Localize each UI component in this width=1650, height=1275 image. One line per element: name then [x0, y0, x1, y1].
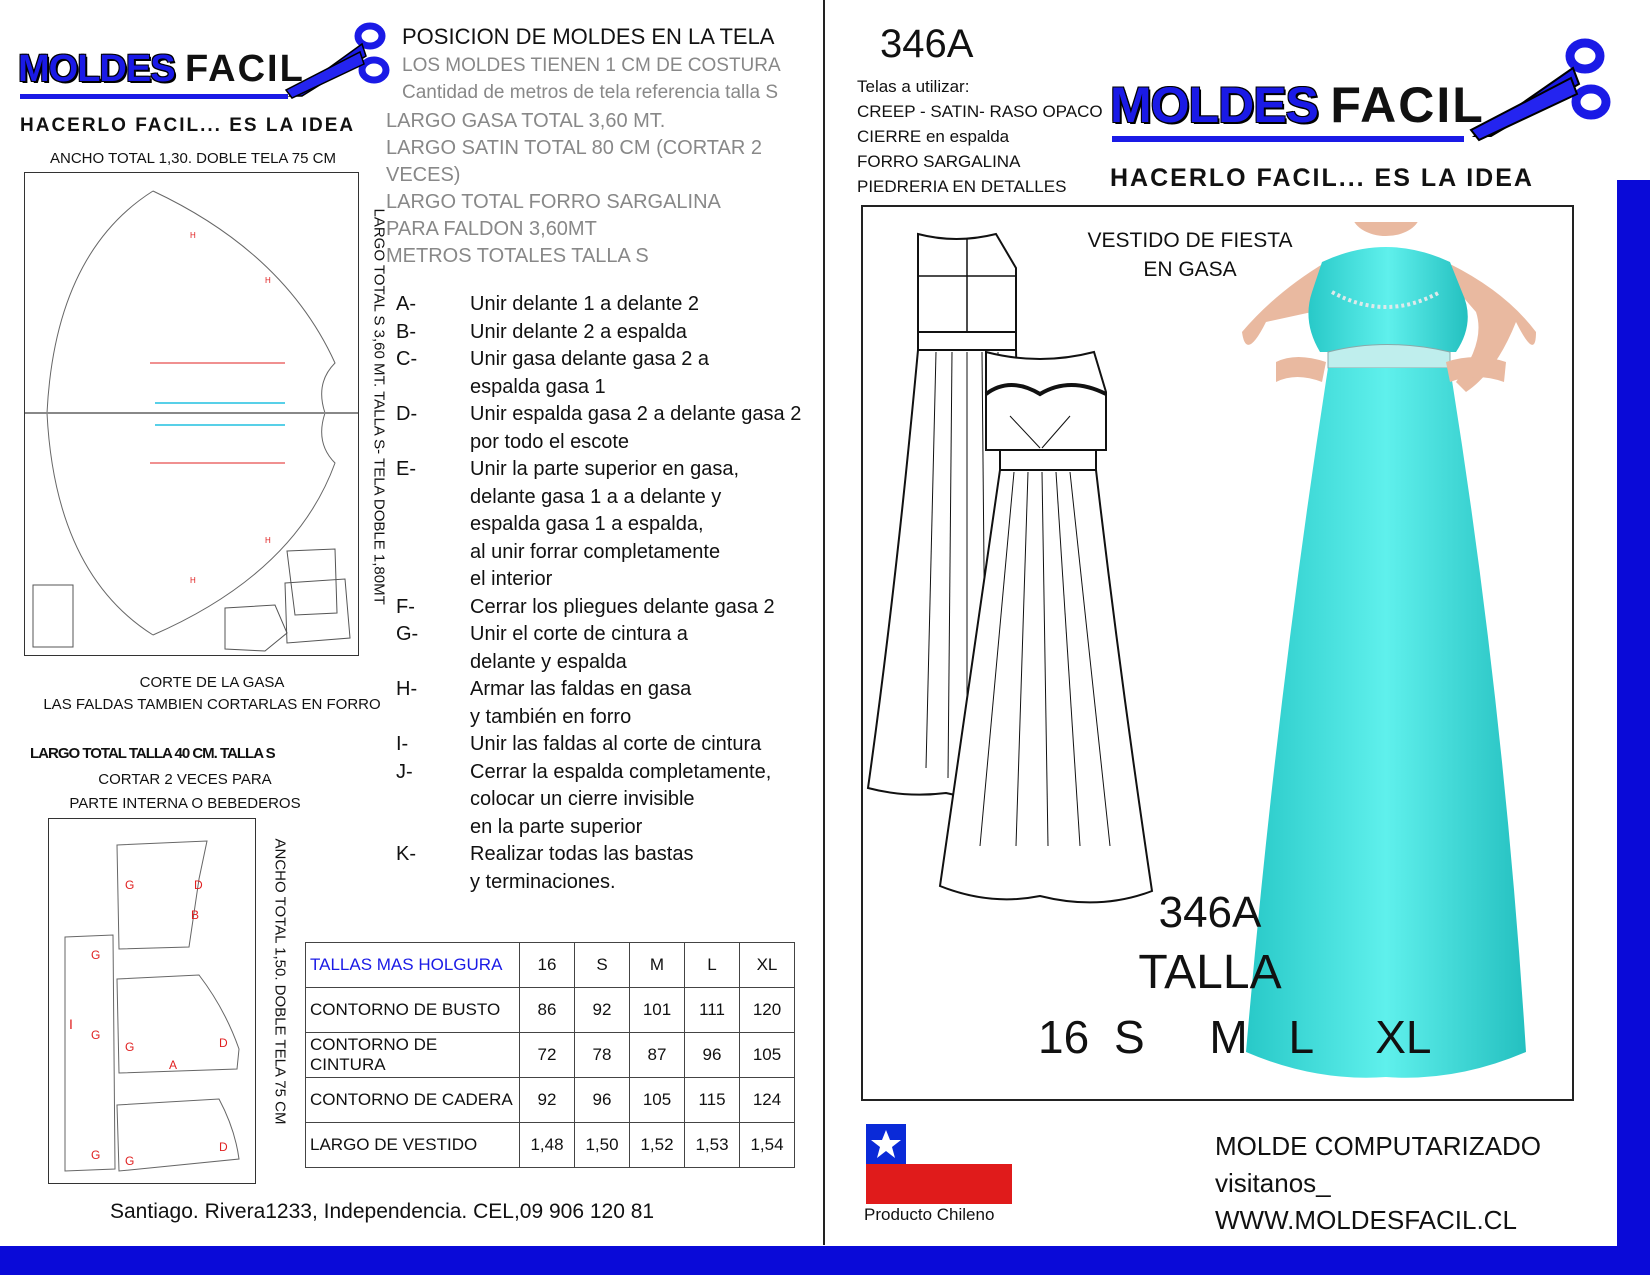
step-line: el interior [470, 568, 553, 590]
svg-text:D: D [219, 1036, 228, 1050]
step-line: Unir las faldas al corte de cintura [470, 733, 762, 755]
step-key: H- [396, 678, 418, 700]
step-text [470, 456, 739, 594]
step-text [470, 291, 699, 319]
bodice-sub [30, 768, 340, 816]
svg-text:H: H [190, 231, 196, 240]
material-item: PIEDRERIA EN DETALLES [857, 177, 1067, 196]
bodice-title: LARGO TOTAL TALLA 40 CM. TALLA S [30, 745, 275, 762]
step-key: J- [396, 760, 413, 783]
model-code: 346A [880, 22, 974, 66]
logo-moldes-text: MOLDES [1110, 77, 1318, 133]
vertical-width-label: ANCHO TOTAL 1,50. DOBLE TELA 75 CM [271, 838, 289, 1125]
step-line: y también en forro [470, 705, 632, 728]
page-divider [823, 0, 825, 1245]
material-item: CREEP - SATIN- RASO OPACO [857, 102, 1103, 121]
logo-facil-text: FACIL [185, 48, 305, 90]
scissors-icon [1465, 28, 1615, 146]
size-table [305, 942, 795, 1168]
svg-text:B: B [191, 908, 200, 922]
svg-text:H: H [190, 576, 196, 585]
row-label: CONTORNO DE CINTURA [306, 1033, 520, 1078]
assembly-step [396, 346, 821, 401]
big-code: 346A [1158, 888, 1262, 937]
material-item: CIERRE en espalda [857, 127, 1010, 146]
gasa-caption-1: CORTE DE LA GASA [139, 674, 285, 691]
step-line: Unir el corte de cintura a [470, 623, 688, 645]
svg-text:D: D [219, 1140, 228, 1154]
step-line: espalda gasa 1 a espalda, [470, 513, 704, 535]
size-header-cell: L [685, 943, 740, 988]
step-key: I- [396, 733, 409, 755]
bodice-sub-1: CORTAR 2 VECES PARA [98, 771, 272, 788]
made-in-label: Producto Chileno [864, 1205, 995, 1224]
vertical-length-label-wrap [364, 208, 394, 635]
fabric-total-line: PARA FALDON 3,60MT [386, 218, 597, 240]
step-text [470, 676, 691, 731]
table-cell: 92 [575, 988, 630, 1033]
assembly-step [396, 456, 821, 594]
step-line: Unir delante 1 a delante 2 [470, 293, 700, 315]
bodice-pattern-drawing [49, 819, 255, 1183]
step-key: E- [396, 458, 416, 480]
step-text [470, 594, 775, 622]
sketch-front-view [930, 346, 1160, 914]
tagline-left: HACERLO FACIL... ES LA IDEA [20, 115, 356, 136]
talla-size: L [1288, 1011, 1313, 1063]
table-cell: 105 [740, 1033, 795, 1078]
step-line: Unir la parte superior en gasa, [470, 458, 740, 480]
fabric-total-line: LARGO SATIN TOTAL 80 CM (CORTAR 2 VECES) [386, 137, 763, 186]
row-label: CONTORNO DE CADERA [306, 1078, 520, 1123]
gasa-pattern-layout [24, 172, 359, 656]
table-cell: 120 [740, 988, 795, 1033]
svg-text:G: G [91, 1028, 101, 1042]
svg-text:G: G [91, 1148, 101, 1162]
svg-text:D: D [194, 878, 203, 892]
talla-sizes [1038, 1010, 1431, 1064]
size-table-header-label: TALLAS MAS HOLGURA [306, 943, 520, 988]
step-key: A- [396, 293, 416, 315]
logo-facil-text: FACIL [1330, 77, 1485, 133]
layout-title: POSICION DE MOLDES EN LA TELA [402, 24, 775, 49]
website-link[interactable]: WWW.MOLDESFACIL.CL [1215, 1205, 1517, 1235]
table-cell: 1,53 [685, 1123, 740, 1168]
step-line: Cerrar la espalda completamente, [470, 760, 772, 783]
table-cell: 1,54 [740, 1123, 795, 1168]
table-cell: 96 [575, 1078, 630, 1123]
assembly-steps [396, 291, 821, 896]
step-line: colocar un cierre invisible [470, 788, 695, 810]
table-row [306, 1033, 795, 1078]
size-header-cell: XL [740, 943, 795, 988]
step-key: C- [396, 348, 418, 370]
step-text [470, 759, 771, 842]
vertical-length-label: LARGO TOTAL S 3,60 MT. TALLA S- TELA DOBLE 1,80MT [370, 208, 388, 605]
svg-text:G: G [125, 878, 135, 892]
vertical-width-label-wrap [270, 830, 300, 1170]
svg-text:I: I [69, 1016, 73, 1032]
fabric-total-line: LARGO TOTAL FORRO SARGALINA [386, 191, 721, 213]
talla-size: M [1209, 1011, 1248, 1063]
talla-size: S [1113, 1011, 1145, 1063]
table-cell: 72 [520, 1033, 575, 1078]
svg-text:H: H [265, 536, 271, 545]
fabric-totals [386, 108, 816, 270]
svg-text:G: G [125, 1040, 135, 1054]
table-cell: 105 [630, 1078, 685, 1123]
layout-note: Cantidad de metros de tela referencia talla S [402, 82, 778, 103]
gasa-caption [24, 672, 400, 716]
assembly-step [396, 291, 821, 319]
gasa-pattern-drawing [25, 173, 358, 655]
step-line: en la parte superior [470, 815, 643, 838]
table-cell: 1,52 [630, 1123, 685, 1168]
step-line: Unir delante 2 a espalda [470, 320, 687, 343]
assembly-step [396, 676, 821, 731]
fabric-width-label: ANCHO TOTAL 1,30. DOBLE TELA 75 CM [50, 150, 336, 167]
table-row [306, 1078, 795, 1123]
right-blue-bar [1617, 180, 1650, 1246]
talla-size: 16 [1038, 1011, 1090, 1063]
table-cell: 92 [520, 1078, 575, 1123]
address: Santiago. Rivera1233, Independencia. CEL,09 906 120 81 [110, 1200, 655, 1223]
table-cell: 86 [520, 988, 575, 1033]
table-cell: 111 [685, 988, 740, 1033]
step-key: B- [396, 320, 416, 343]
step-key: G- [396, 623, 419, 645]
step-line: por todo el escote [470, 430, 629, 453]
step-text [470, 731, 761, 759]
step-key: K- [396, 843, 416, 865]
materials-title: Telas a utilizar: [857, 77, 970, 96]
dress-name-2: EN GASA [1143, 258, 1237, 281]
step-line: Unir espalda gasa 2 a delante gasa 2 [470, 403, 802, 425]
step-text [470, 401, 801, 456]
logo-moldes-text: MOLDES [18, 48, 175, 90]
assembly-step [396, 841, 821, 896]
step-text [470, 319, 687, 347]
footer-line: MOLDE COMPUTARIZADO [1215, 1131, 1541, 1161]
bottom-blue-bar [0, 1246, 1650, 1275]
size-header-cell: 16 [520, 943, 575, 988]
materials [857, 74, 1103, 199]
material-item: FORRO SARGALINA [857, 152, 1021, 171]
bodice-sub-2: PARTE INTERNA O BEBEDEROS [69, 795, 301, 812]
step-line: espalda gasa 1 [470, 375, 606, 398]
svg-text:A: A [169, 1058, 178, 1072]
table-row [306, 988, 795, 1033]
step-key: F- [396, 595, 415, 618]
assembly-step [396, 594, 821, 622]
logo-underline [20, 94, 288, 99]
assembly-step [396, 621, 821, 676]
step-text [470, 621, 688, 676]
step-line: Realizar todas las bastas [470, 843, 694, 865]
layout-note: LOS MOLDES TIENEN 1 CM DE COSTURA [402, 55, 781, 76]
row-label: CONTORNO DE BUSTO [306, 988, 520, 1033]
svg-text:H: H [265, 276, 271, 285]
bodice-pattern-layout [48, 818, 256, 1184]
step-line: delante gasa 1 a a delante y [470, 485, 722, 508]
dress-name-1: VESTIDO DE FIESTA [1087, 229, 1293, 252]
table-cell: 78 [575, 1033, 630, 1078]
step-line: y terminaciones. [470, 870, 616, 893]
table-cell: 1,48 [520, 1123, 575, 1168]
step-text [470, 841, 693, 896]
logo-right [1110, 76, 1485, 134]
step-line: Cerrar los pliegues delante gasa 2 [470, 595, 775, 618]
logo-left [18, 48, 305, 91]
footer-contact [1215, 1128, 1541, 1239]
step-line: delante y espalda [470, 650, 627, 673]
tagline-right: HACERLO FACIL... ES LA IDEA [1110, 164, 1534, 192]
size-header-cell: S [575, 943, 630, 988]
gasa-caption-2: LAS FALDAS TAMBIEN CORTARLAS EN FORRO [43, 696, 381, 713]
step-line: Unir gasa delante gasa 2 a [470, 348, 710, 370]
step-line: al unir forrar completamente [470, 540, 721, 563]
table-cell: 115 [685, 1078, 740, 1123]
table-cell: 1,50 [575, 1123, 630, 1168]
table-cell: 124 [740, 1078, 795, 1123]
table-cell: 87 [630, 1033, 685, 1078]
assembly-step [396, 319, 821, 347]
assembly-step [396, 759, 821, 842]
row-label: LARGO DE VESTIDO [306, 1123, 520, 1168]
table-row [306, 1123, 795, 1168]
table-cell: 96 [685, 1033, 740, 1078]
step-line: Armar las faldas en gasa [470, 678, 692, 700]
svg-text:G: G [125, 1154, 135, 1168]
step-text [470, 346, 709, 401]
fabric-total-line: LARGO GASA TOTAL 3,60 MT. [386, 110, 666, 132]
chile-flag-icon [866, 1124, 1012, 1204]
assembly-step [396, 401, 821, 456]
scissors-icon [282, 14, 392, 104]
layout-notes [402, 52, 814, 106]
assembly-step [396, 731, 821, 759]
logo-underline [1112, 136, 1464, 142]
table-cell: 101 [630, 988, 685, 1033]
size-table-header [306, 943, 795, 988]
step-key: D- [396, 403, 418, 425]
talla-label: TALLA [1138, 946, 1282, 999]
fabric-total-line: METROS TOTALES TALLA S [386, 245, 649, 267]
talla-size: XL [1375, 1011, 1432, 1063]
svg-text:G: G [91, 948, 101, 962]
footer-line: visitanos_ [1215, 1168, 1331, 1198]
size-header-cell: M [630, 943, 685, 988]
